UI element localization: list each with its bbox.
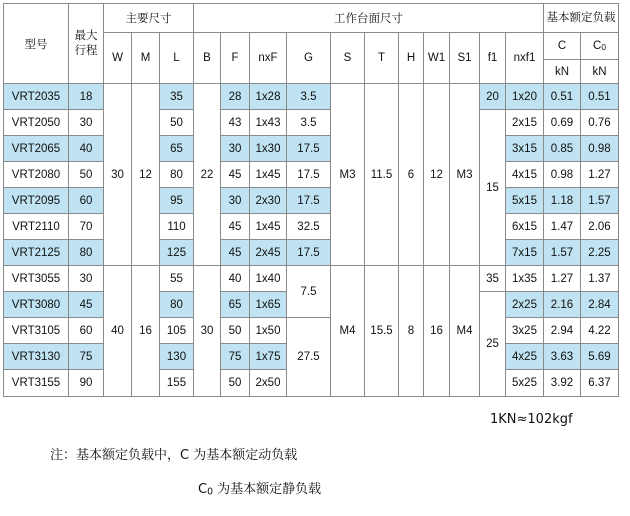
C-cell: 0.69 (544, 110, 581, 136)
F-cell: 30 (221, 136, 250, 162)
L-cell: 35 (160, 84, 194, 110)
C0-cell: 2.06 (581, 214, 619, 240)
model-cell: VRT3155 (4, 370, 69, 397)
header-G: G (287, 33, 331, 84)
F-cell: 50 (221, 318, 250, 344)
stroke-cell: 45 (69, 292, 104, 318)
model-cell: VRT2080 (4, 162, 69, 188)
g1-f1-cell: 15 (480, 110, 506, 266)
f1-cell: 35 (480, 266, 506, 292)
nxF-cell: 1x45 (250, 214, 287, 240)
table-row (4, 84, 619, 110)
G-cell: 17.5 (287, 240, 331, 266)
F-cell: 40 (221, 266, 250, 292)
header-W: W (104, 33, 132, 84)
C-cell: 0.98 (544, 162, 581, 188)
header-C-unit: kN (544, 60, 581, 84)
nxF-cell: 2x30 (250, 188, 287, 214)
header-table-dims: 工作台面尺寸 (194, 4, 544, 33)
header-B: B (194, 33, 221, 84)
nxF-cell: 1x40 (250, 266, 287, 292)
nxF-cell: 1x45 (250, 162, 287, 188)
F-cell: 43 (221, 110, 250, 136)
header-S: S (331, 33, 365, 84)
G-cell: 17.5 (287, 188, 331, 214)
model-cell: VRT2050 (4, 110, 69, 136)
C0-cell: 0.51 (581, 84, 619, 110)
nxf1-cell: 2x25 (506, 292, 544, 318)
stroke-cell: 60 (69, 188, 104, 214)
nxf1-cell: 4x15 (506, 162, 544, 188)
table-row (4, 318, 619, 344)
g2-M-cell: 16 (132, 266, 160, 397)
C0-cell: 0.98 (581, 136, 619, 162)
table-row (4, 266, 619, 292)
C0-cell: 1.37 (581, 266, 619, 292)
C0-cell: 6.37 (581, 370, 619, 397)
model-cell: VRT2035 (4, 84, 69, 110)
model-cell: VRT2110 (4, 214, 69, 240)
F-cell: 45 (221, 240, 250, 266)
model-cell: VRT2095 (4, 188, 69, 214)
nxf1-cell: 3x15 (506, 136, 544, 162)
F-cell: 30 (221, 188, 250, 214)
nxF-cell: 1x75 (250, 344, 287, 370)
stroke-cell: 40 (69, 136, 104, 162)
table-row (4, 110, 619, 136)
C-cell: 0.51 (544, 84, 581, 110)
table-row (4, 162, 619, 188)
L-cell: 55 (160, 266, 194, 292)
C0-cell: 1.27 (581, 162, 619, 188)
C-cell: 0.85 (544, 136, 581, 162)
header-nxf1: nxf1 (506, 33, 544, 84)
L-cell: 125 (160, 240, 194, 266)
header-nxF: nxF (250, 33, 287, 84)
g2-H-cell: 8 (399, 266, 424, 397)
C-cell: 3.92 (544, 370, 581, 397)
g1-S1-cell: M3 (450, 84, 480, 266)
table-row (4, 240, 619, 266)
F-cell: 50 (221, 370, 250, 397)
g1-S-cell: M3 (331, 84, 365, 266)
F-cell: 75 (221, 344, 250, 370)
header-load: 基本额定负载 (544, 4, 619, 33)
model-cell: VRT3130 (4, 344, 69, 370)
header-f1: f1 (480, 33, 506, 84)
g1-W1-cell: 12 (424, 84, 450, 266)
g2-S-cell: M4 (331, 266, 365, 397)
header-H: H (399, 33, 424, 84)
L-cell: 105 (160, 318, 194, 344)
L-cell: 110 (160, 214, 194, 240)
F-cell: 65 (221, 292, 250, 318)
G-cell: 3.5 (287, 84, 331, 110)
model-cell: VRT3080 (4, 292, 69, 318)
nxf1-cell: 2x15 (506, 110, 544, 136)
g1-W-cell: 30 (104, 84, 132, 266)
C-cell: 1.57 (544, 240, 581, 266)
nxF-cell: 2x45 (250, 240, 287, 266)
G-cell: 3.5 (287, 110, 331, 136)
g1-M-cell: 12 (132, 84, 160, 266)
g2-B-cell: 30 (194, 266, 221, 397)
C-cell: 2.16 (544, 292, 581, 318)
stroke-cell: 90 (69, 370, 104, 397)
header-T: T (365, 33, 399, 84)
stroke-cell: 70 (69, 214, 104, 240)
stroke-cell: 30 (69, 266, 104, 292)
C-cell: 1.18 (544, 188, 581, 214)
C-cell: 3.63 (544, 344, 581, 370)
C0-cell: 2.84 (581, 292, 619, 318)
table-row (4, 136, 619, 162)
C-cell: 2.94 (544, 318, 581, 344)
footnote-dynamic-load: 注：基本额定负载中，C 为基本额定动负载 (50, 448, 298, 463)
header-S1: S1 (450, 33, 480, 84)
nxf1-cell: 5x25 (506, 370, 544, 397)
header-W1: W1 (424, 33, 450, 84)
g2-G-bottom-cell: 27.5 (287, 318, 331, 397)
C0-cell: 5.69 (581, 344, 619, 370)
header-M: M (132, 33, 160, 84)
C0-cell: 1.57 (581, 188, 619, 214)
model-cell: VRT2125 (4, 240, 69, 266)
G-cell: 32.5 (287, 214, 331, 240)
g2-T-cell: 15.5 (365, 266, 399, 397)
nxF-cell: 1x65 (250, 292, 287, 318)
header-main-dims: 主要尺寸 (104, 4, 194, 33)
L-cell: 80 (160, 292, 194, 318)
g1-H-cell: 6 (399, 84, 424, 266)
nxf1-cell: 3x25 (506, 318, 544, 344)
model-cell: VRT2065 (4, 136, 69, 162)
F-cell: 45 (221, 162, 250, 188)
g1-B-cell: 22 (194, 84, 221, 266)
nxF-cell: 1x28 (250, 84, 287, 110)
C-cell: 1.27 (544, 266, 581, 292)
C0-cell: 4.22 (581, 318, 619, 344)
stroke-cell: 75 (69, 344, 104, 370)
C-cell: 1.47 (544, 214, 581, 240)
g2-W-cell: 40 (104, 266, 132, 397)
g2-G-top-cell: 7.5 (287, 266, 331, 318)
header-C0-unit: kN (581, 60, 619, 84)
nxF-cell: 1x50 (250, 318, 287, 344)
F-cell: 45 (221, 214, 250, 240)
g2-S1-cell: M4 (450, 266, 480, 397)
nxf1-cell: 1x20 (506, 84, 544, 110)
g2-W1-cell: 16 (424, 266, 450, 397)
header-F: F (221, 33, 250, 84)
stroke-cell: 60 (69, 318, 104, 344)
model-cell: VRT3055 (4, 266, 69, 292)
L-cell: 155 (160, 370, 194, 397)
G-cell: 17.5 (287, 136, 331, 162)
g2-f1-cell: 25 (480, 292, 506, 397)
nxF-cell: 1x30 (250, 136, 287, 162)
L-cell: 95 (160, 188, 194, 214)
stroke-cell: 30 (69, 110, 104, 136)
L-cell: 130 (160, 344, 194, 370)
L-cell: 65 (160, 136, 194, 162)
header-C: C (544, 33, 581, 60)
nxf1-cell: 5x15 (506, 188, 544, 214)
stroke-cell: 80 (69, 240, 104, 266)
nxf1-cell: 1x35 (506, 266, 544, 292)
header-C0: $C_0$ (581, 33, 619, 60)
L-cell: 50 (160, 110, 194, 136)
table-row (4, 188, 619, 214)
g1-T-cell: 11.5 (365, 84, 399, 266)
F-cell: 28 (221, 84, 250, 110)
model-cell: VRT3105 (4, 318, 69, 344)
G-cell: 17.5 (287, 162, 331, 188)
nxf1-cell: 4x25 (506, 344, 544, 370)
nxF-cell: 2x50 (250, 370, 287, 397)
header-max-stroke: 最大行程 (69, 4, 104, 84)
nxF-cell: 1x43 (250, 110, 287, 136)
nxf1-cell: 7x15 (506, 240, 544, 266)
stroke-cell: 18 (69, 84, 104, 110)
L-cell: 80 (160, 162, 194, 188)
stroke-cell: 50 (69, 162, 104, 188)
header-L: L (160, 33, 194, 84)
f1-cell: 20 (480, 84, 506, 110)
footnote-static-load: $C_0$ 为基本额定静负载 (198, 482, 322, 498)
header-model: 型号 (4, 4, 69, 84)
spec-table (3, 3, 619, 397)
C0-cell: 2.25 (581, 240, 619, 266)
unit-conversion-note: 1KN≈102kgf (490, 412, 573, 427)
nxf1-cell: 6x15 (506, 214, 544, 240)
C0-cell: 0.76 (581, 110, 619, 136)
table-row (4, 214, 619, 240)
